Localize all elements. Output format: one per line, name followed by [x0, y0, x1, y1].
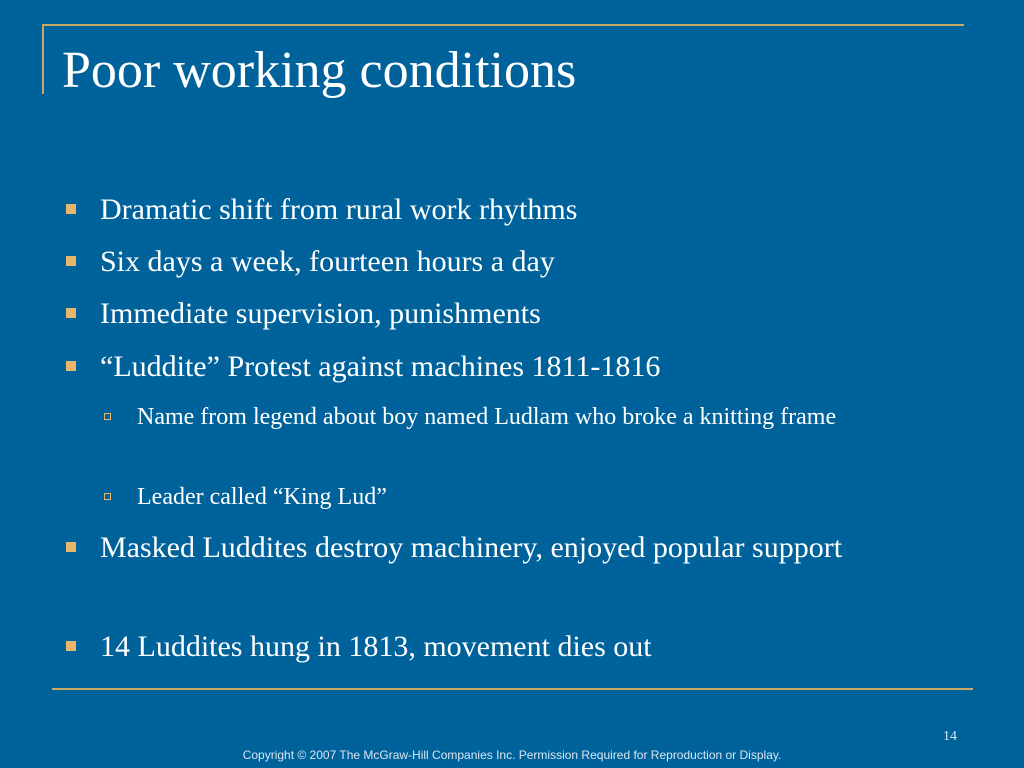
- bullet-item: [66, 241, 926, 283]
- bullet-item: [66, 293, 926, 335]
- bullet-text: Masked Luddites destroy machinery, enjoyed popular support: [100, 531, 843, 564]
- slide-number: 14: [943, 729, 957, 744]
- bullet-text: Dramatic shift from rural work rhythms: [100, 193, 578, 226]
- subbullet-item: [104, 398, 894, 436]
- bullet-item: [66, 626, 926, 668]
- solid-square-bullet-icon: [66, 308, 76, 318]
- bullet-text: Immediate supervision, punishments: [100, 297, 541, 330]
- solid-square-bullet-icon: [66, 641, 76, 651]
- bullet-item: [66, 527, 926, 569]
- content-bottom-rule: [52, 688, 973, 690]
- solid-square-bullet-icon: [66, 542, 76, 552]
- bullet-text: “Luddite” Protest against machines 1811-1816: [100, 350, 661, 383]
- subbullet-text: Leader called “King Lud”: [137, 484, 387, 510]
- bullet-text: Six days a week, fourteen hours a day: [100, 245, 555, 278]
- solid-square-bullet-icon: [66, 256, 76, 266]
- bullet-item: [66, 346, 926, 388]
- subbullet-text: Name from legend about boy named Ludlam who broke a knitting frame: [137, 404, 837, 430]
- bullet-text: 14 Luddites hung in 1813, movement dies out: [100, 630, 652, 663]
- copyright-notice: Copyright © 2007 The McGraw-Hill Companies Inc. Permission Required for Reproduction or Display.: [242, 748, 782, 762]
- slide-title: Poor working conditions: [62, 42, 577, 99]
- solid-square-bullet-icon: [66, 361, 76, 371]
- solid-square-bullet-icon: [66, 204, 76, 214]
- subbullet-item: [104, 478, 894, 516]
- hollow-square-bullet-icon: [104, 413, 111, 420]
- bullet-item: [66, 189, 926, 231]
- hollow-square-bullet-icon: [104, 493, 111, 500]
